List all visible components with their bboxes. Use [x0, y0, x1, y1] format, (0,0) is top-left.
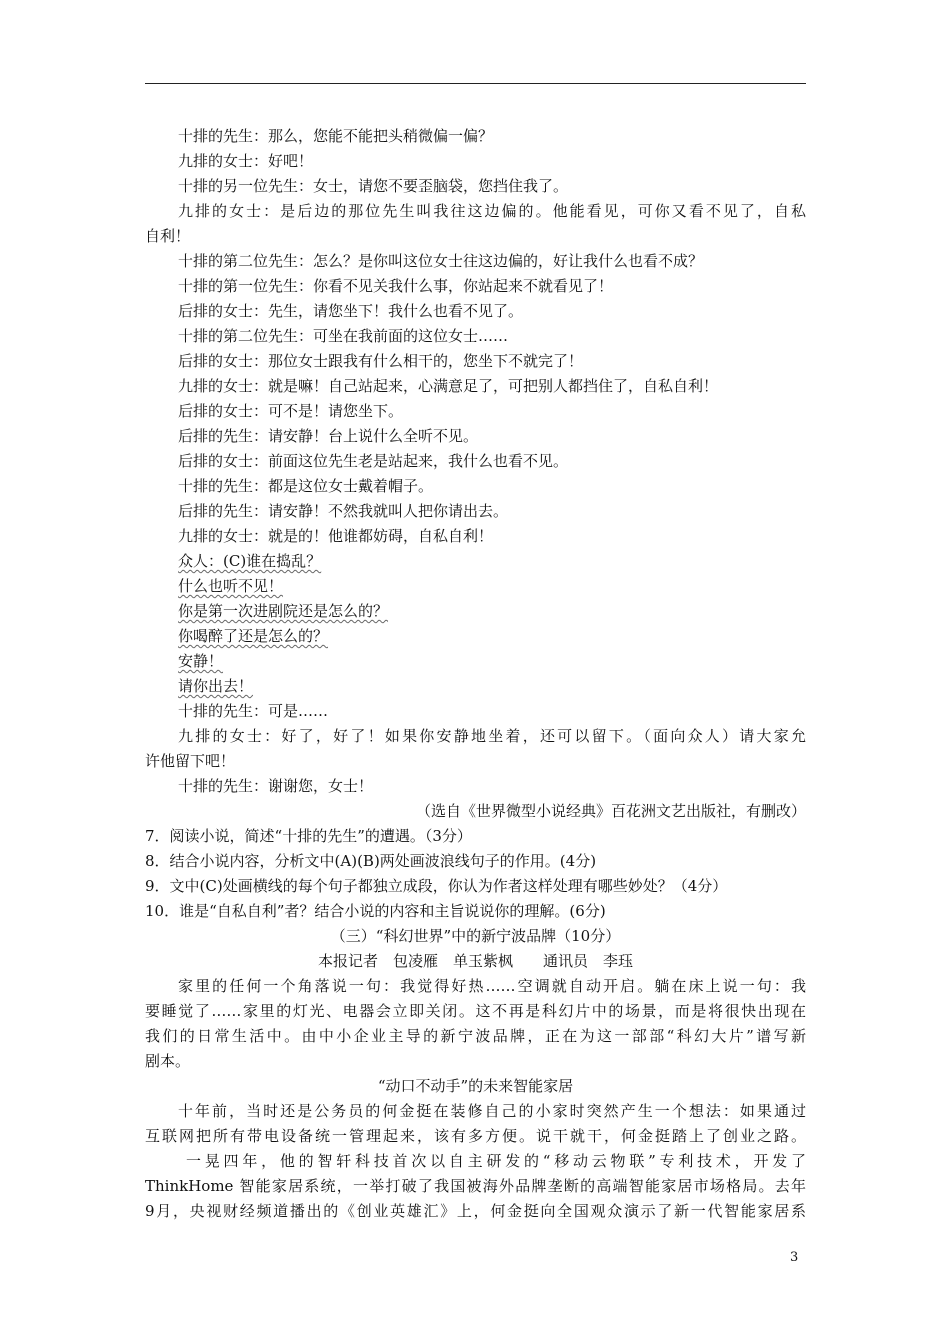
dialogue-line: 十排的先生：可是…… [178, 702, 329, 720]
dialogue-line: 后排的女士：先生，请您坐下！我什么也看不见了。 [178, 302, 524, 320]
dialogue-line: 十排的先生：谢谢您，女士！ [178, 777, 374, 795]
paragraph-line: 我们的日常生活中。由中小企业主导的新宁波品牌，正在为这一部部“科幻大片”谱写新 [145, 1027, 806, 1045]
underlined-line: 众人：(C)谁在捣乱？ [178, 552, 322, 570]
dialogue-line: 九排的女士：就是的！他谁都妨碍，自私自利！ [178, 527, 494, 545]
paragraph-line: 要睡觉了……家里的灯光、电器会立即关闭。这不再是科幻片中的场景，而是将很快出现在 [145, 1002, 806, 1020]
paragraph-line: 剧本。 [145, 1052, 191, 1070]
underlined-line: 什么也听不见！ [178, 577, 284, 595]
dialogue-line: 许他留下吧！ [145, 752, 236, 770]
paragraph-line: 家里的任何一个角落说一句：我觉得好热……空调就自动开启。躺在床上说一句：我 [178, 977, 806, 995]
question-10: 10．谁是“自私自利”者？结合小说的内容和主旨说说你的理解。(6分) [145, 902, 606, 920]
dialogue-line: 后排的女士：前面这位先生老是站起来，我什么也看不见。 [178, 452, 569, 470]
underlined-line: 你是第一次进剧院还是怎么的？ [178, 602, 389, 620]
dialogue-line: 后排的女士：那位女士跟我有什么相干的，您坐下不就完了！ [178, 352, 584, 370]
paragraph-line: ThinkHome 智能家居系统，一举打破了我国被海外品牌垄断的高端智能家居市场格局。去年 [145, 1177, 806, 1195]
underlined-line: 你喝醉了还是怎么的？ [178, 627, 329, 645]
dialogue-line: 十排的先生：都是这位女士戴着帽子。 [178, 477, 434, 495]
dialogue-line: 十排的第二位先生：怎么？是你叫这位女士往这边偏的，好让我什么也看不成？ [178, 252, 704, 270]
dialogue-line: 九排的女士：是后边的那位先生叫我往这边偏的。他能看见，可你又看不见了，自私 [178, 202, 806, 220]
question-8: 8．结合小说内容，分析文中(A)(B)两处画波浪线句子的作用。(4分) [145, 852, 597, 870]
paragraph-line: 十年前，当时还是公务员的何金挺在装修自己的小家时突然产生一个想法：如果通过 [178, 1102, 806, 1120]
underlined-line: 请你出去！ [178, 677, 254, 695]
section-title: （三）“科幻世界”中的新宁波品牌（10分） [330, 927, 621, 945]
dialogue-line: 后排的先生：请安静！台上说什么全听不见。 [178, 427, 479, 445]
dialogue-line: 十排的第一位先生：你看不见关我什么事，你站起来不就看见了！ [178, 277, 614, 295]
dialogue-line: 九排的女士：好吧！ [178, 152, 314, 170]
dialogue-line: 自利！ [145, 227, 191, 245]
paragraph-line: 一晃四年，他的智轩科技首次以自主研发的“移动云物联”专利技术，开发了 [186, 1152, 806, 1170]
page-number: 3 [790, 1250, 799, 1265]
dialogue-line: 九排的女士：就是嘛！自己站起来，心满意足了，可把别人都挡住了，自私自利！ [178, 377, 719, 395]
header-rule [145, 83, 806, 84]
subheading: “动口不动手”的未来智能家居 [377, 1077, 574, 1095]
dialogue-line: 后排的女士：可不是！请您坐下。 [178, 402, 404, 420]
source-citation: （选自《世界微型小说经典》百花洲文艺出版社，有删改） [415, 802, 806, 820]
dialogue-line: 十排的第二位先生：可坐在我前面的这位女士…… [178, 327, 509, 345]
question-9: 9．文中(C)处画横线的每个句子都独立成段，你认为作者这样处理有哪些妙处？（4分） [145, 877, 728, 895]
paragraph-line: 9月，央视财经频道播出的《创业英雄汇》上，何金挺向全国观众演示了新一代智能家居系 [145, 1202, 806, 1220]
byline: 本报记者 包凌雁 单玉紫枫 通讯员 李珏 [317, 952, 633, 970]
question-7: 7．阅读小说，简述“十排的先生”的遭遇。（3分） [145, 827, 472, 845]
paragraph-line: 互联网把所有带电设备统一管理起来，该有多方便。说干就干，何金挺踏上了创业之路。 [145, 1127, 806, 1145]
dialogue-line: 十排的先生：那么，您能不能把头稍微偏一偏？ [178, 127, 494, 145]
dialogue-line: 九排的女士：好了，好了！如果你安静地坐着，还可以留下。（面向众人）请大家允 [178, 727, 806, 745]
dialogue-line: 十排的另一位先生：女士，请您不要歪脑袋，您挡住我了。 [178, 177, 569, 195]
underlined-line: 安静！ [178, 652, 224, 670]
dialogue-line: 后排的先生：请安静！不然我就叫人把你请出去。 [178, 502, 509, 520]
